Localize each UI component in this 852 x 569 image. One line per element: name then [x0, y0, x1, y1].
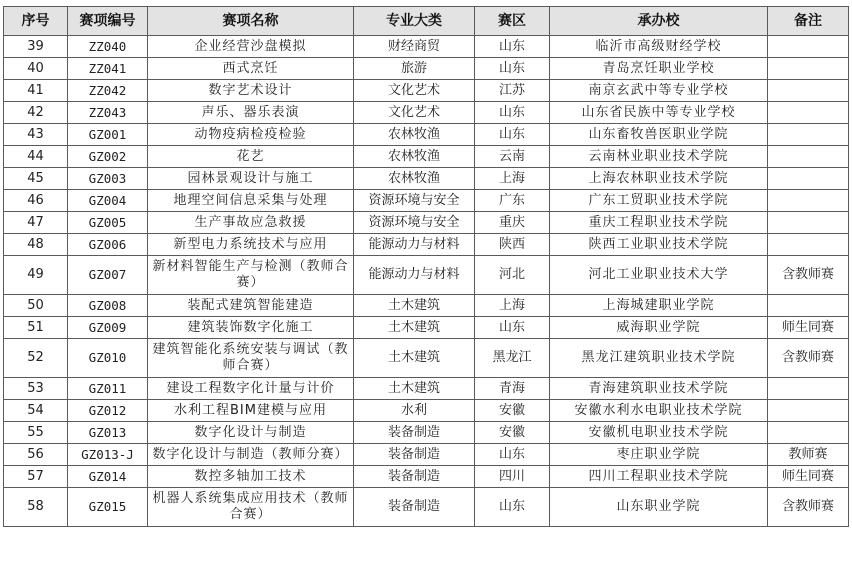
cell-note [768, 422, 849, 444]
cell-code: GZ010 [68, 339, 148, 378]
cell-no: 55 [4, 422, 68, 444]
cell-category: 能源动力与材料 [354, 256, 475, 295]
table-body [4, 36, 849, 527]
cell-code: ZZ043 [68, 102, 148, 124]
cell-region: 云南 [475, 146, 550, 168]
cell-no: 46 [4, 190, 68, 212]
table-row [4, 488, 849, 527]
table-row [4, 466, 849, 488]
cell-category: 农林牧渔 [354, 168, 475, 190]
cell-code: GZ002 [68, 146, 148, 168]
cell-note [768, 212, 849, 234]
cell-host: 安徽机电职业技术学院 [550, 422, 768, 444]
cell-no: 45 [4, 168, 68, 190]
cell-category: 装备制造 [354, 466, 475, 488]
cell-host: 青海建筑职业技术学院 [550, 378, 768, 400]
cell-category: 资源环境与安全 [354, 190, 475, 212]
cell-name: 数字化设计与制造 [148, 422, 354, 444]
table-row [4, 190, 849, 212]
cell-category: 土木建筑 [354, 339, 475, 378]
cell-region: 山东 [475, 488, 550, 527]
cell-name: 装配式建筑智能建造 [148, 295, 354, 317]
cell-host: 陕西工业职业技术学院 [550, 234, 768, 256]
cell-name: 水利工程BIM建模与应用 [148, 400, 354, 422]
cell-region: 江苏 [475, 80, 550, 102]
cell-no: 58 [4, 488, 68, 527]
cell-no: 42 [4, 102, 68, 124]
cell-no: 40 [4, 58, 68, 80]
cell-region: 重庆 [475, 212, 550, 234]
cell-category: 土木建筑 [354, 378, 475, 400]
cell-region: 广东 [475, 190, 550, 212]
table-row [4, 146, 849, 168]
table-row [4, 234, 849, 256]
cell-note [768, 36, 849, 58]
cell-category: 文化艺术 [354, 102, 475, 124]
table-row [4, 124, 849, 146]
cell-code: ZZ041 [68, 58, 148, 80]
cell-code: GZ013 [68, 422, 148, 444]
cell-name: 建设工程数字化计量与计价 [148, 378, 354, 400]
cell-name: 新材料智能生产与检测（教师合赛） [148, 256, 354, 295]
cell-region: 河北 [475, 256, 550, 295]
cell-note [768, 190, 849, 212]
cell-name: 花艺 [148, 146, 354, 168]
cell-region: 山东 [475, 36, 550, 58]
cell-host: 南京玄武中等专业学校 [550, 80, 768, 102]
cell-name: 数字化设计与制造（教师分赛） [148, 444, 354, 466]
cell-name: 园林景观设计与施工 [148, 168, 354, 190]
table-row [4, 317, 849, 339]
cell-name: 动物疫病检疫检验 [148, 124, 354, 146]
cell-code: GZ012 [68, 400, 148, 422]
cell-note [768, 80, 849, 102]
cell-note: 师生同赛 [768, 317, 849, 339]
cell-region: 山东 [475, 58, 550, 80]
cell-no: 53 [4, 378, 68, 400]
cell-code: GZ003 [68, 168, 148, 190]
cell-code: GZ001 [68, 124, 148, 146]
cell-region: 山东 [475, 124, 550, 146]
cell-category: 装备制造 [354, 488, 475, 527]
cell-no: 50 [4, 295, 68, 317]
table-row [4, 212, 849, 234]
cell-no: 39 [4, 36, 68, 58]
cell-note [768, 168, 849, 190]
cell-note [768, 234, 849, 256]
table-row [4, 80, 849, 102]
cell-name: 建筑智能化系统安装与调试（教师合赛） [148, 339, 354, 378]
cell-region: 陕西 [475, 234, 550, 256]
cell-note: 含教师赛 [768, 256, 849, 295]
cell-code: GZ009 [68, 317, 148, 339]
cell-host: 四川工程职业技术学院 [550, 466, 768, 488]
cell-region: 山东 [475, 317, 550, 339]
header-category: 专业大类 [354, 7, 475, 36]
cell-host: 广东工贸职业技术学院 [550, 190, 768, 212]
table-row [4, 444, 849, 466]
cell-region: 安徽 [475, 422, 550, 444]
cell-no: 41 [4, 80, 68, 102]
cell-no: 54 [4, 400, 68, 422]
cell-note [768, 295, 849, 317]
cell-note: 含教师赛 [768, 488, 849, 527]
cell-name: 建筑装饰数字化施工 [148, 317, 354, 339]
cell-category: 能源动力与材料 [354, 234, 475, 256]
cell-code: GZ007 [68, 256, 148, 295]
cell-category: 农林牧渔 [354, 146, 475, 168]
cell-code: GZ014 [68, 466, 148, 488]
cell-note [768, 146, 849, 168]
cell-name: 西式烹饪 [148, 58, 354, 80]
cell-region: 安徽 [475, 400, 550, 422]
cell-category: 旅游 [354, 58, 475, 80]
cell-note: 教师赛 [768, 444, 849, 466]
table-row [4, 400, 849, 422]
table-row [4, 378, 849, 400]
cell-note [768, 58, 849, 80]
cell-name: 地理空间信息采集与处理 [148, 190, 354, 212]
cell-host: 威海职业学院 [550, 317, 768, 339]
cell-name: 企业经营沙盘模拟 [148, 36, 354, 58]
cell-host: 枣庄职业学院 [550, 444, 768, 466]
cell-no: 44 [4, 146, 68, 168]
cell-code: ZZ042 [68, 80, 148, 102]
table-row [4, 256, 849, 295]
cell-host: 上海农林职业技术学院 [550, 168, 768, 190]
cell-note: 含教师赛 [768, 339, 849, 378]
cell-note [768, 102, 849, 124]
competition-table-container [3, 6, 848, 527]
cell-region: 山东 [475, 102, 550, 124]
table-row [4, 168, 849, 190]
cell-name: 新型电力系统技术与应用 [148, 234, 354, 256]
cell-no: 57 [4, 466, 68, 488]
cell-host: 河北工业职业技术大学 [550, 256, 768, 295]
cell-host: 安徽水利水电职业技术学院 [550, 400, 768, 422]
cell-category: 财经商贸 [354, 36, 475, 58]
cell-category: 水利 [354, 400, 475, 422]
table-row [4, 295, 849, 317]
cell-note: 师生同赛 [768, 466, 849, 488]
cell-code: GZ005 [68, 212, 148, 234]
cell-region: 黑龙江 [475, 339, 550, 378]
table-row [4, 102, 849, 124]
cell-category: 农林牧渔 [354, 124, 475, 146]
header-host: 承办校 [550, 7, 768, 36]
cell-name: 数字艺术设计 [148, 80, 354, 102]
cell-host: 上海城建职业学院 [550, 295, 768, 317]
cell-code: GZ013-J [68, 444, 148, 466]
cell-category: 文化艺术 [354, 80, 475, 102]
header-code: 赛项编号 [68, 7, 148, 36]
cell-no: 49 [4, 256, 68, 295]
cell-host: 山东省民族中等专业学校 [550, 102, 768, 124]
header-note: 备注 [768, 7, 849, 36]
cell-host: 云南林业职业技术学院 [550, 146, 768, 168]
cell-host: 青岛烹饪职业学校 [550, 58, 768, 80]
cell-category: 资源环境与安全 [354, 212, 475, 234]
cell-note [768, 124, 849, 146]
cell-no: 52 [4, 339, 68, 378]
cell-category: 土木建筑 [354, 295, 475, 317]
cell-name: 机器人系统集成应用技术（教师合赛） [148, 488, 354, 527]
cell-code: GZ015 [68, 488, 148, 527]
cell-category: 土木建筑 [354, 317, 475, 339]
table-header-row [4, 7, 849, 36]
cell-name: 生产事故应急救援 [148, 212, 354, 234]
table-row [4, 58, 849, 80]
cell-region: 四川 [475, 466, 550, 488]
cell-code: GZ006 [68, 234, 148, 256]
table-row [4, 36, 849, 58]
cell-category: 装备制造 [354, 444, 475, 466]
header-region: 赛区 [475, 7, 550, 36]
cell-no: 56 [4, 444, 68, 466]
cell-host: 黑龙江建筑职业技术学院 [550, 339, 768, 378]
cell-region: 上海 [475, 295, 550, 317]
header-name: 赛项名称 [148, 7, 354, 36]
table-row [4, 339, 849, 378]
cell-host: 山东职业学院 [550, 488, 768, 527]
competition-table [3, 6, 849, 527]
cell-no: 51 [4, 317, 68, 339]
cell-name: 声乐、器乐表演 [148, 102, 354, 124]
cell-region: 青海 [475, 378, 550, 400]
cell-host: 临沂市高级财经学校 [550, 36, 768, 58]
cell-code: ZZ040 [68, 36, 148, 58]
header-no: 序号 [4, 7, 68, 36]
table-row [4, 422, 849, 444]
cell-no: 43 [4, 124, 68, 146]
cell-code: GZ011 [68, 378, 148, 400]
cell-note [768, 400, 849, 422]
cell-code: GZ008 [68, 295, 148, 317]
cell-region: 上海 [475, 168, 550, 190]
cell-name: 数控多轴加工技术 [148, 466, 354, 488]
cell-category: 装备制造 [354, 422, 475, 444]
cell-host: 重庆工程职业技术学院 [550, 212, 768, 234]
cell-region: 山东 [475, 444, 550, 466]
cell-no: 48 [4, 234, 68, 256]
cell-code: GZ004 [68, 190, 148, 212]
cell-host: 山东畜牧兽医职业学院 [550, 124, 768, 146]
cell-no: 47 [4, 212, 68, 234]
cell-note [768, 378, 849, 400]
